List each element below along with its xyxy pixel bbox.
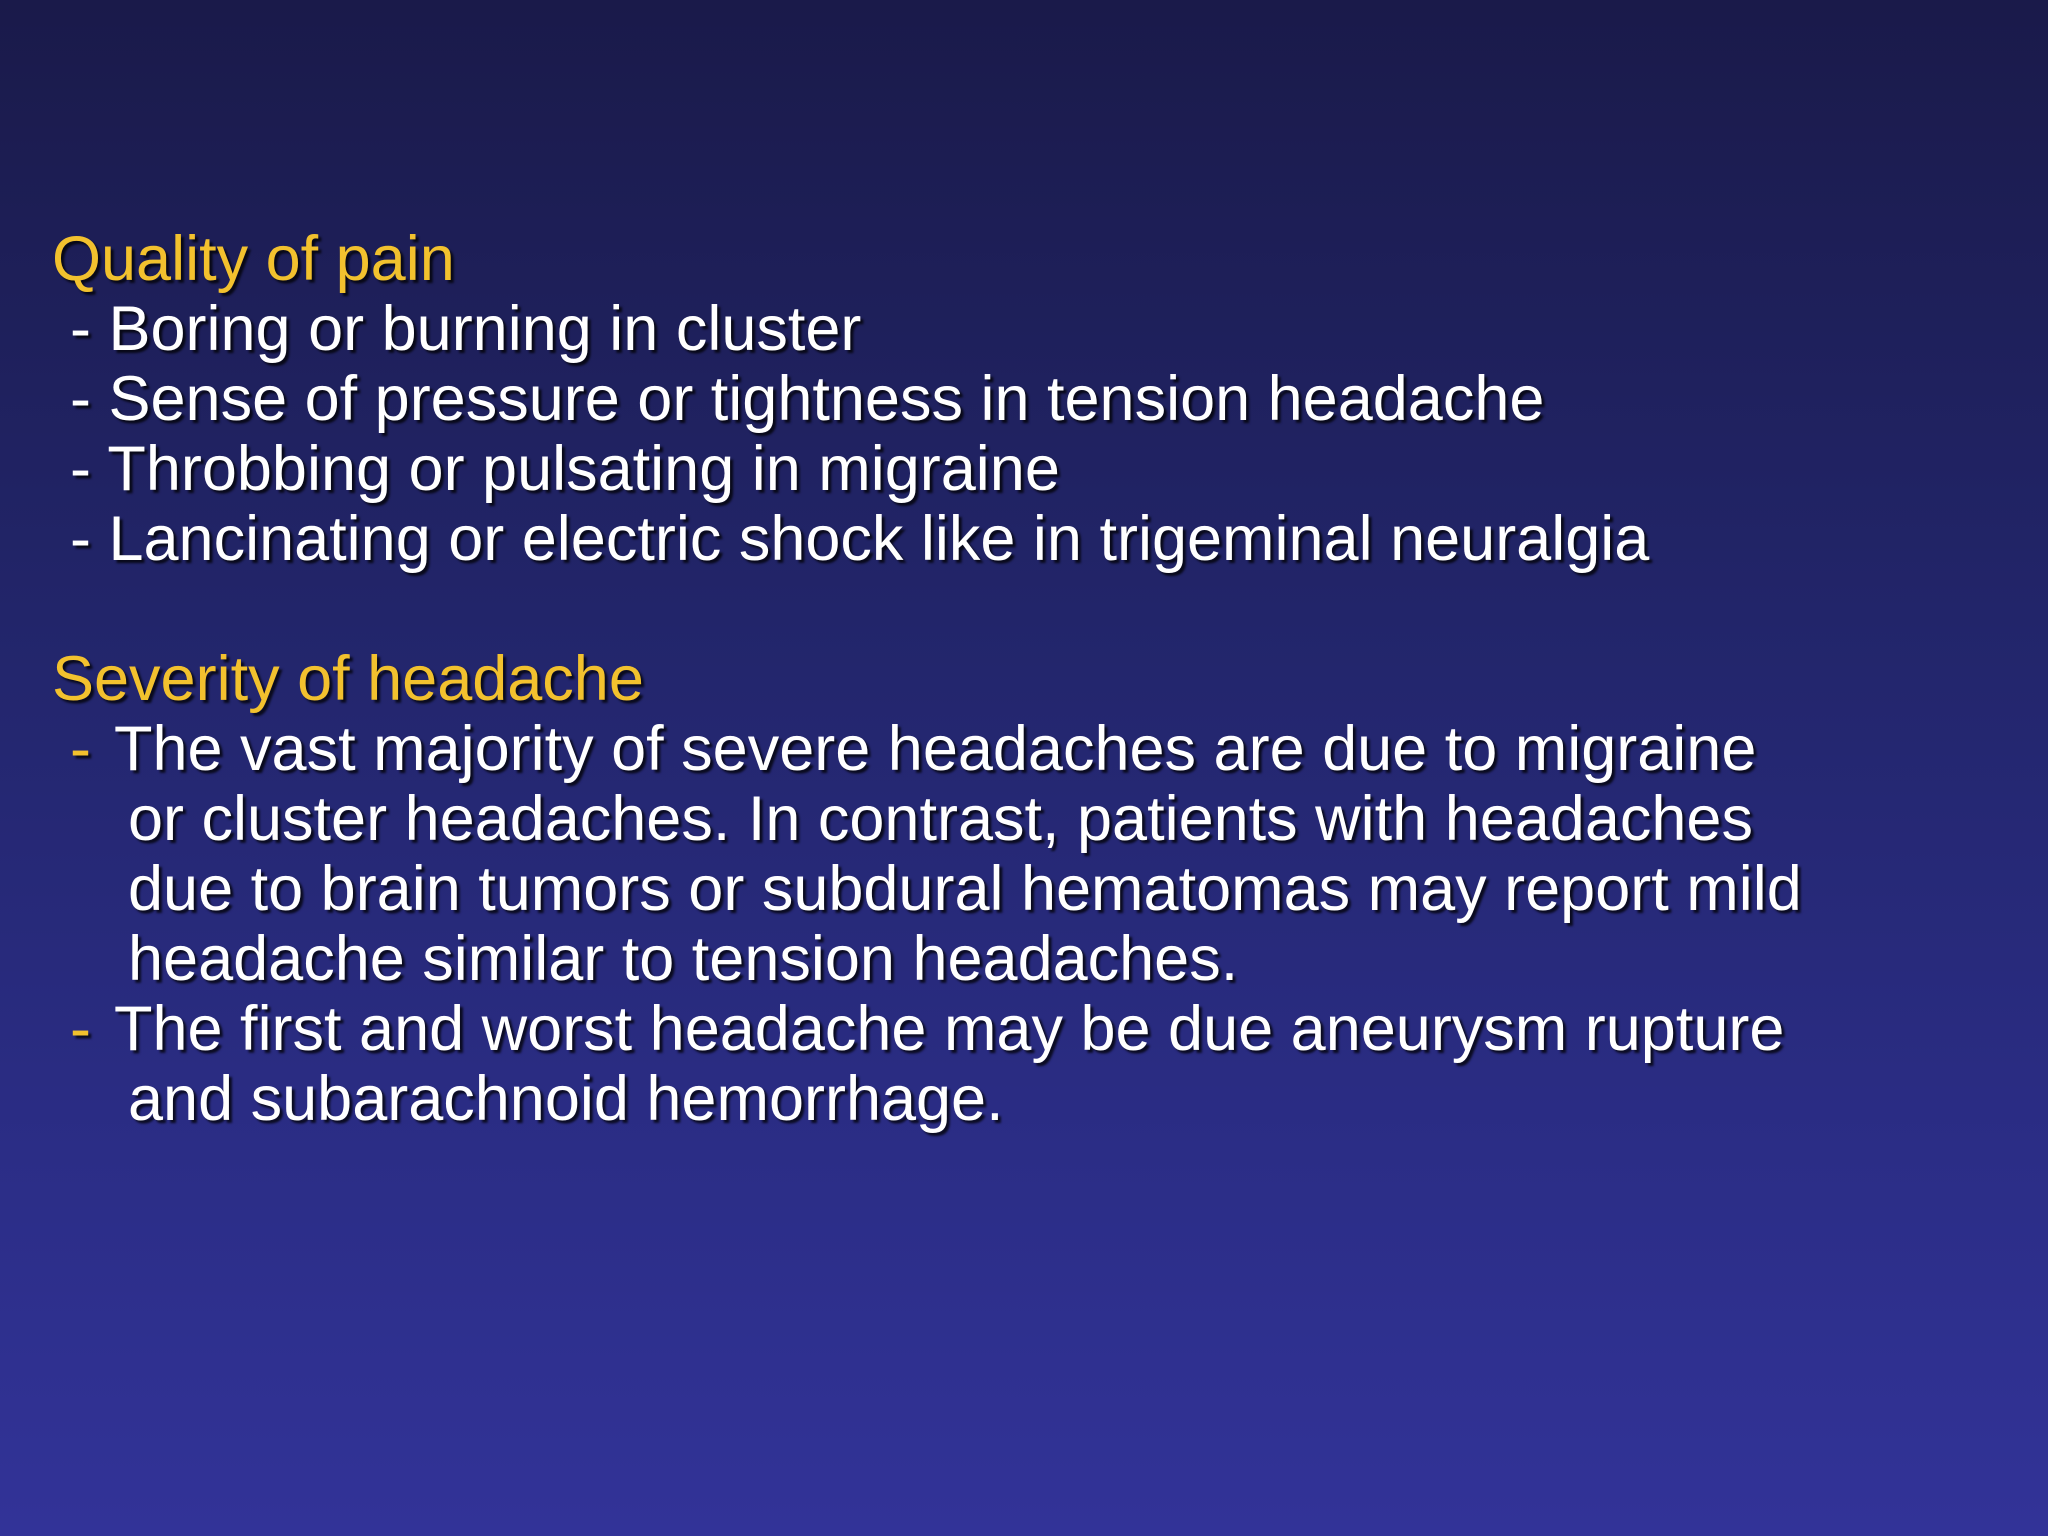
section-spacer bbox=[52, 574, 2012, 644]
bullet-line: or cluster headaches. In contrast, patients with headaches bbox=[128, 784, 1753, 854]
bullet-dash: - bbox=[70, 994, 91, 1064]
section-heading-quality-of-pain: Quality of pain bbox=[52, 224, 455, 294]
section-heading-severity: Severity of headache bbox=[52, 644, 644, 714]
bullet-pressure-tightness: - Sense of pressure or tightness in tension headache bbox=[70, 364, 1545, 434]
bullet-lancinating: - Lancinating or electric shock like in trigeminal neuralgia bbox=[70, 504, 1650, 574]
bullet-severe-headaches bbox=[52, 714, 2012, 994]
bullet-line: The vast majority of severe headaches are due to migraine bbox=[114, 714, 1757, 784]
bullet-throbbing-pulsating: - Throbbing or pulsating in migraine bbox=[70, 434, 1060, 504]
bullet-line: headache similar to tension headaches. bbox=[128, 924, 1239, 994]
bullet-first-worst-headache bbox=[52, 994, 2012, 1134]
slide-content bbox=[52, 224, 2012, 1134]
bullet-line: and subarachnoid hemorrhage. bbox=[128, 1064, 1004, 1134]
bullet-dash: - bbox=[70, 714, 91, 784]
bullet-line: The first and worst headache may be due aneurysm rupture bbox=[114, 994, 1785, 1064]
bullet-line: due to brain tumors or subdural hematomas may report mild bbox=[128, 854, 1802, 924]
bullet-boring-burning: - Boring or burning in cluster bbox=[70, 294, 862, 364]
